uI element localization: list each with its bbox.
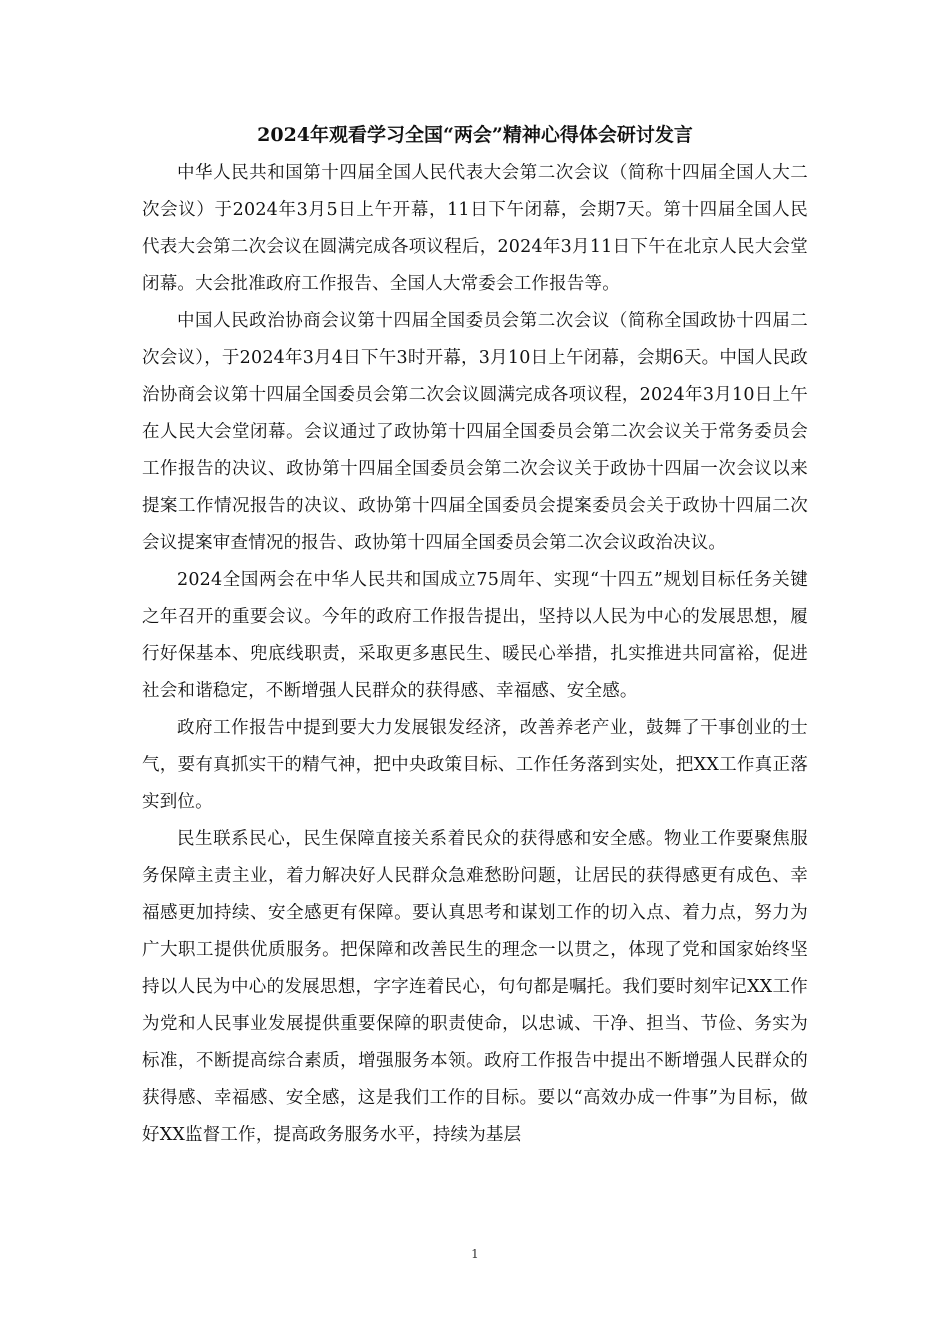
paragraph-livelihood: 民生联系民心，民生保障直接关系着民众的获得感和安全感。物业工作要聚焦服务保障主责主业，着力解决好人民群众急难愁盼问题，让居民的获得感更有成色、幸福感更加持续、安全感更有保障。要认真思考和谋划工作的切入点、着力点，努力为广大职工提供优质服务。把保障和改善民生的理念一以贯之，体现了党和国家始终坚持以人民为中心的发展思想，字字连着民心，句句都是嘱托。我们要时刻牢记XX工作为党和人民事业发展提供重要保障的职责使命，以忠诚、干净、担当、节俭、务实为标准，不断提高综合素质，增强服务本领。政府工作报告中提出不断增强人民群众的获得感、幸福感、安全感，这是我们工作的目标。要以“高效办成一件事”为目标，做好XX监督工作，提高政务服务水平，持续为基层 bbox=[142, 829, 808, 1145]
paragraph-cppcc-session: 中国人民政治协商会议第十四届全国委员会第二次会议（简称全国政协十四届二次会议），于2024年3月4日下午3时开幕，3月10日上午闭幕，会期6天。中国人民政治协商会议第十四届全国委员会第二次会议圆满完成各项议程，2024年3月10日上午在人民大会堂闭幕。会议通过了政协第十四届全国委员会第二次会议关于常务委员会工作报告的决议、政协第十四届全国委员会第二次会议关于政协十四届一次会议以来提案工作情况报告的决议、政协第十四届全国委员会提案委员会关于政协十四届二次会议提案审查情况的报告、政协第十四届全国委员会第二次会议政治决议。 bbox=[142, 311, 808, 553]
paragraph-silver-economy: 政府工作报告中提到要大力发展银发经济，改善养老产业，鼓舞了干事创业的士气，要有真抓实干的精气神，把中央政策目标、工作任务落到实处，把XX工作真正落实到位。 bbox=[142, 718, 808, 812]
page-number: 1 bbox=[471, 1247, 479, 1261]
document-body bbox=[142, 155, 808, 1154]
paragraph-two-sessions-significance: 2024全国两会在中华人民共和国成立75周年、实现“十四五”规划目标任务关键之年召开的重要会议。今年的政府工作报告提出，坚持以人民为中心的发展思想，履行好保基本、兜底线职责，采取更多惠民生、暖民心举措，扎实推进共同富裕，促进社会和谐稳定，不断增强人民群众的获得感、幸福感、安全感。 bbox=[142, 570, 808, 701]
document-title: 2024年观看学习全国“两会”精神心得体会研讨发言 bbox=[257, 124, 693, 146]
paragraph-npc-session: 中华人民共和国第十四届全国人民代表大会第二次会议（简称十四届全国人大二次会议）于2024年3月5日上午开幕，11日下午闭幕，会期7天。第十四届全国人民代表大会第二次会议在圆满完成各项议程后，2024年3月11日下午在北京人民大会堂闭幕。大会批准政府工作报告、全国人大常委会工作报告等。 bbox=[142, 163, 808, 294]
